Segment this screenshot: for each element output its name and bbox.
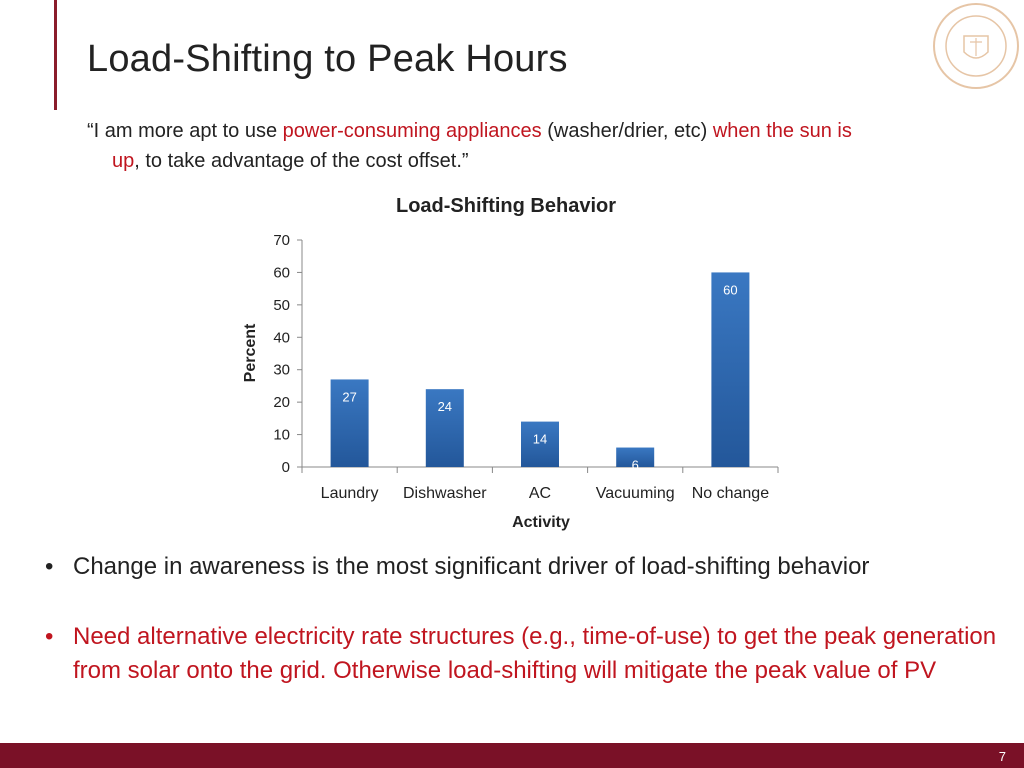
- bullet-awareness: • Change in awareness is the most significant driver of load-shifting behavior: [43, 550, 1003, 584]
- chart-title: Load-Shifting Behavior: [396, 195, 616, 217]
- y-tick-label: 30: [273, 361, 290, 379]
- x-axis-label: Activity: [512, 514, 570, 531]
- quote-open: “I am more apt to use: [87, 120, 283, 142]
- university-seal-logo: [932, 2, 1020, 90]
- accent-bar: [54, 0, 57, 110]
- bar-data-label: 27: [342, 389, 357, 405]
- quote-close: , to take advantage of the cost offset.”: [134, 150, 469, 172]
- bar-data-label: 60: [723, 282, 738, 298]
- quote-mid: (washer/drier, etc): [541, 120, 713, 142]
- y-tick-label: 50: [273, 296, 290, 314]
- page-title: Load-Shifting to Peak Hours: [87, 38, 568, 80]
- bar-data-label: 24: [437, 399, 453, 415]
- x-tick-label: No change: [691, 485, 770, 502]
- quote-highlight-up: up: [112, 150, 135, 172]
- bar-data-label: 14: [532, 431, 548, 447]
- load-shifting-bar-chart: [230, 188, 810, 538]
- bar-no-change: [711, 272, 749, 467]
- y-axis-label: Percent: [242, 323, 259, 383]
- y-tick-label: 60: [273, 264, 290, 282]
- y-tick-label: 10: [273, 426, 290, 444]
- y-tick-label: 40: [273, 329, 290, 347]
- x-tick-label: Laundry: [320, 485, 379, 502]
- y-tick-label: 70: [273, 232, 290, 249]
- quote-highlight-appliances: power-consuming appliances: [282, 120, 542, 142]
- y-tick-label: 20: [273, 394, 290, 412]
- quote-highlight-sun: when the sun is: [712, 120, 852, 142]
- bar-data-label: 6: [631, 457, 639, 473]
- x-tick-label: Dishwasher: [403, 485, 487, 502]
- page-number: 7: [998, 749, 1006, 764]
- x-tick-label: Vacuuming: [595, 485, 675, 502]
- quote-text: [87, 116, 1007, 176]
- footer-bar: [0, 743, 1024, 768]
- x-tick-label: AC: [528, 485, 552, 502]
- bullet-rate-structures: • Need alternative electricity rate structures (e.g., time-of-use) to get the peak generation from solar onto the grid. Otherwise load-shifting will mitigate the peak value of PV: [43, 620, 1003, 688]
- bullet-list: [43, 550, 1003, 688]
- y-tick-label: 0: [281, 459, 290, 476]
